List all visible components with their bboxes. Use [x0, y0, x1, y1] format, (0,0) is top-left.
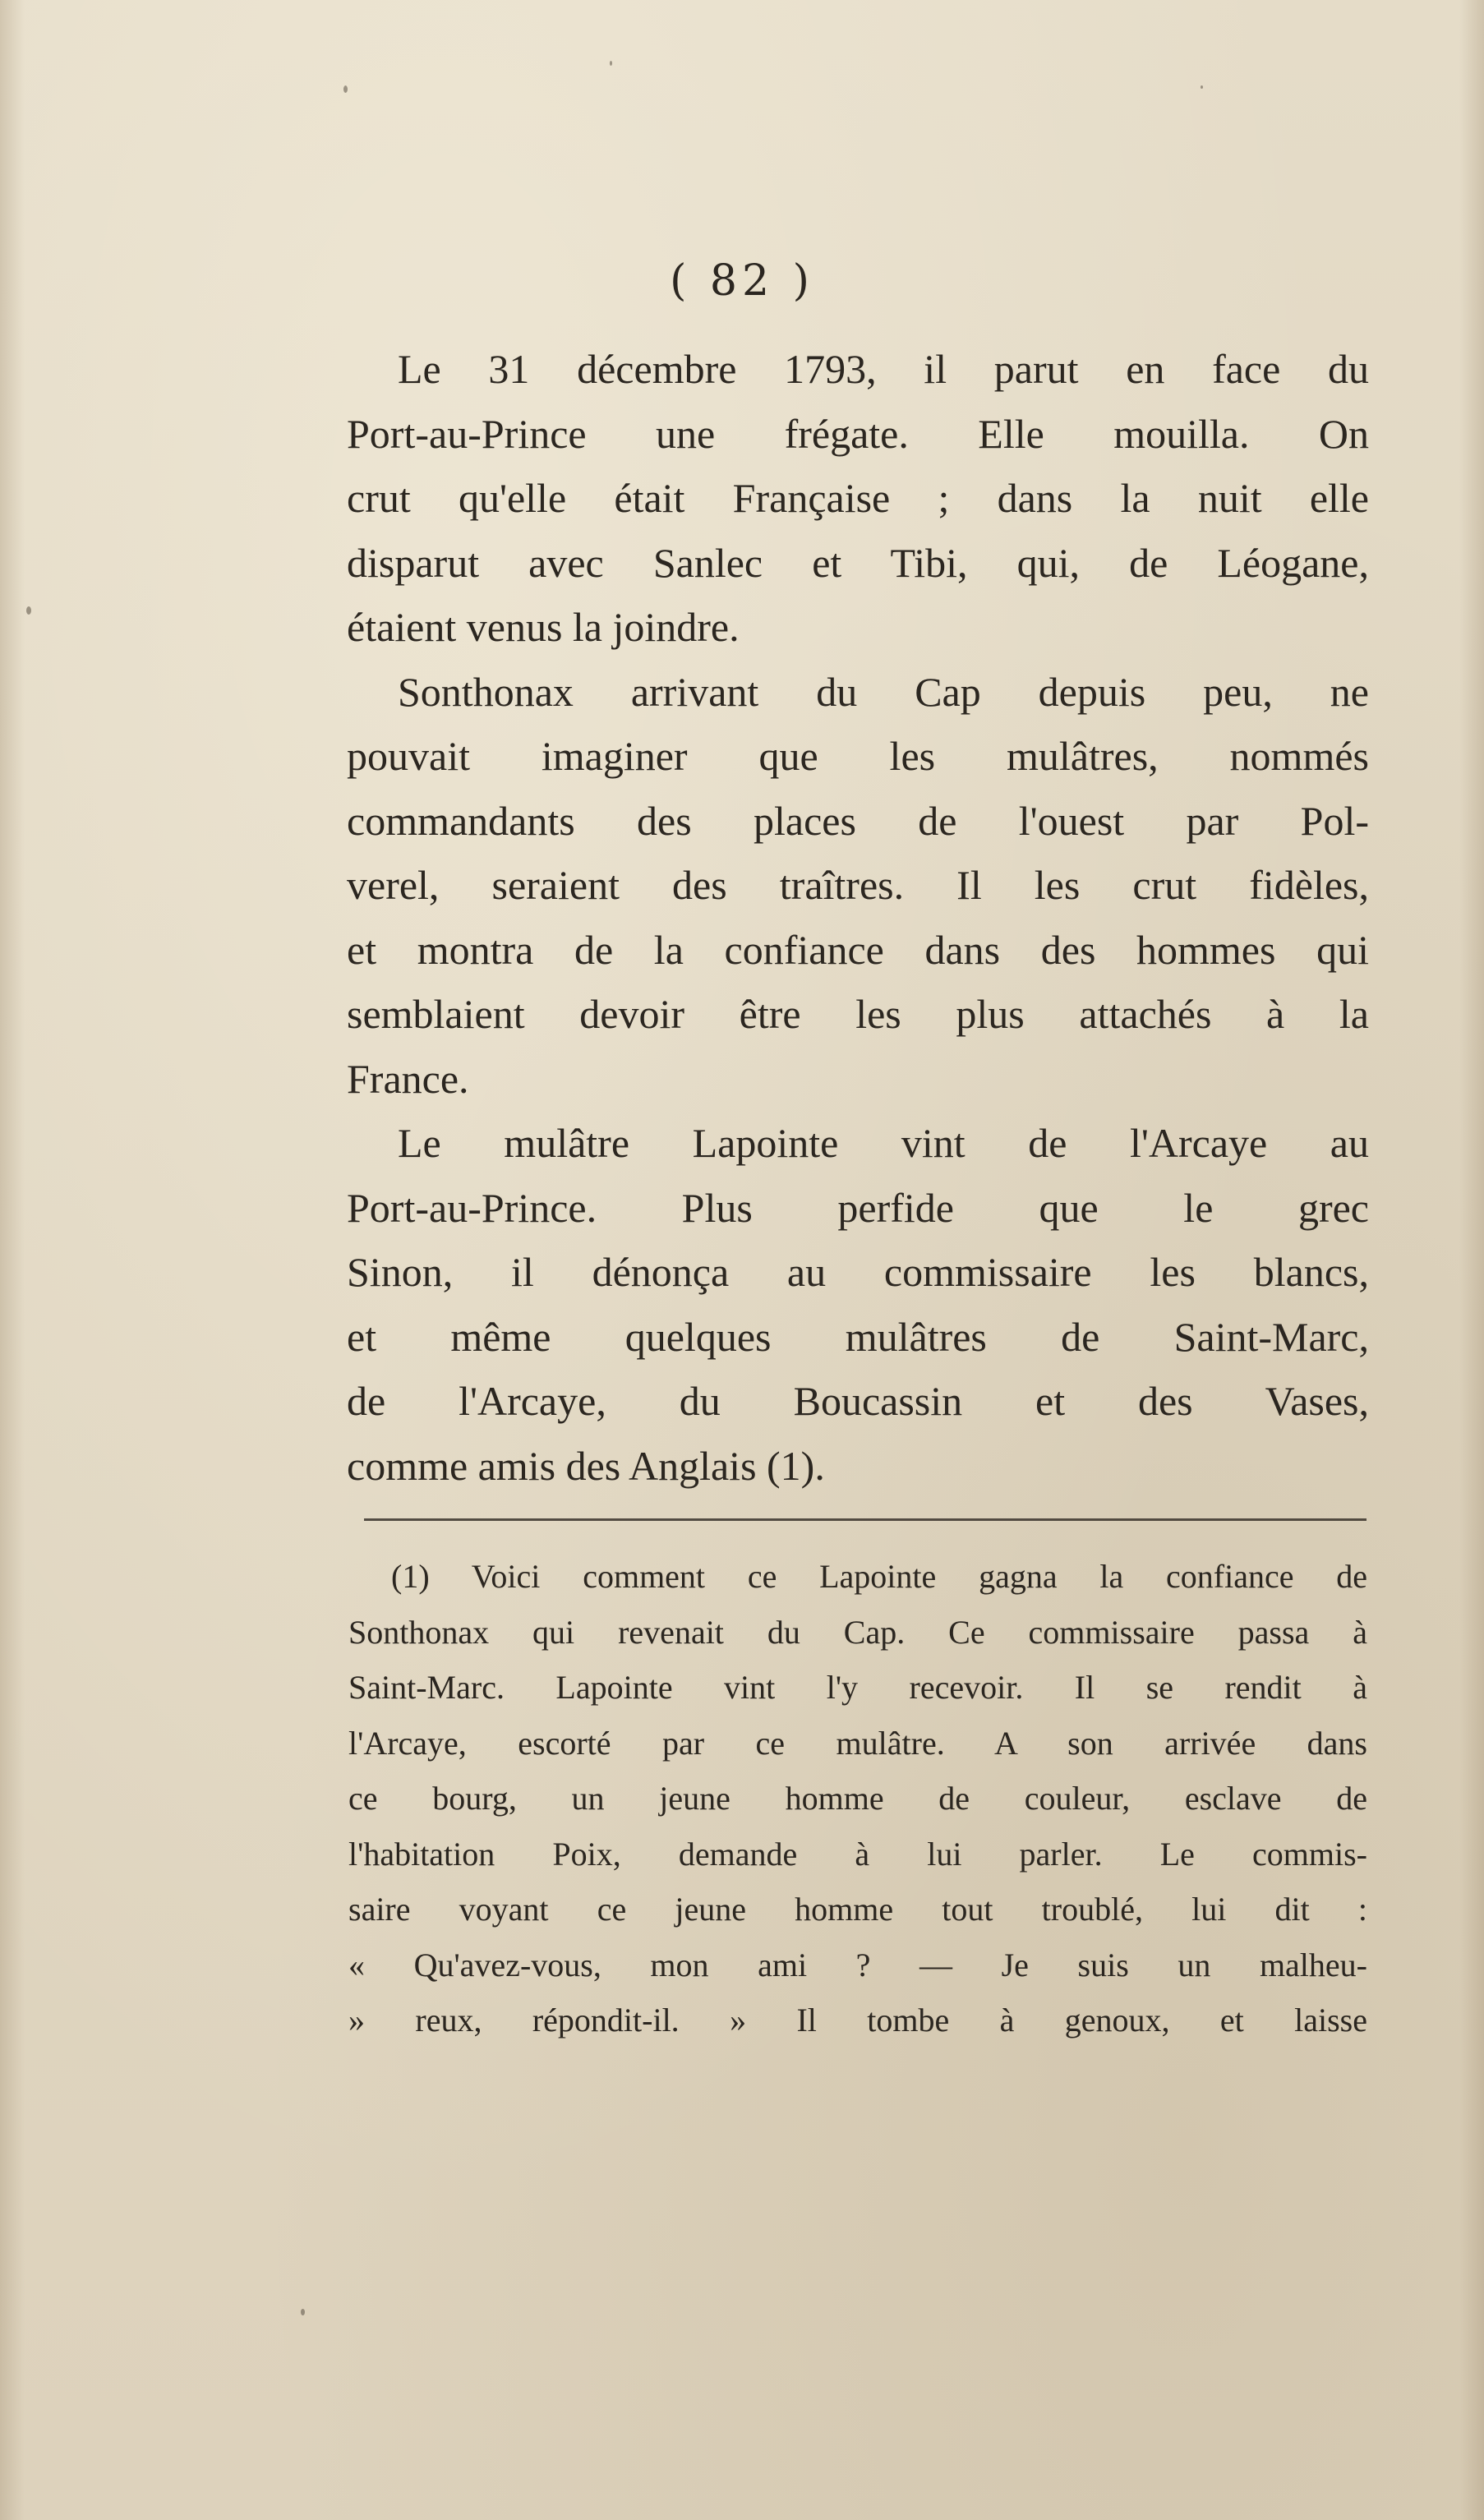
main-text-line: et même quelques mulâtres de Saint-Marc,	[347, 1313, 1369, 1360]
main-text-line: disparut avec Sanlec et Tibi, qui, de Léogane,	[347, 539, 1369, 586]
main-text	[347, 337, 1369, 1498]
main-text-line: Port-au-Prince. Plus perfide que le grec	[347, 1184, 1369, 1231]
main-text-line: Sonthonax arrivant du Cap depuis peu, ne	[398, 668, 1369, 715]
footnote-line: » reux, répondit-il. » Il tombe à genoux, et laisse	[348, 2002, 1367, 2039]
main-text-line: Port-au-Prince une frégate. Elle mouilla. On	[347, 410, 1369, 457]
main-text-line: crut qu'elle était Française ; dans la nuit elle	[347, 475, 1369, 521]
main-text-line: pouvait imaginer que les mulâtres, nommés	[347, 733, 1369, 779]
main-text-line: France.	[347, 1055, 469, 1102]
main-text-line: Sinon, il dénonça au commissaire les blancs,	[347, 1249, 1369, 1295]
paper-speck	[1201, 85, 1203, 89]
footnote-line: ce bourg, un jeune homme de couleur, esclave de	[348, 1780, 1367, 1817]
paper-speck	[26, 606, 31, 615]
main-text-line: verel, seraient des traîtres. Il les crut fidèles,	[347, 862, 1369, 908]
page-number: ( 82 )	[670, 256, 814, 306]
footnote-line: Sonthonax qui revenait du Cap. Ce commissaire passa à	[348, 1613, 1367, 1651]
footnote	[348, 1549, 1367, 2048]
main-text-line: Le mulâtre Lapointe vint de l'Arcaye au	[398, 1120, 1369, 1166]
paper-speck	[343, 85, 348, 93]
main-text-line: Le 31 décembre 1793, il parut en face du	[398, 346, 1369, 392]
main-text-line: semblaient devoir être les plus attachés à la	[347, 991, 1369, 1037]
main-text-line: comme amis des Anglais (1).	[347, 1442, 825, 1489]
footnote-line: « Qu'avez-vous, mon ami ? — Je suis un malheu-	[348, 1946, 1367, 1983]
main-text-line: commandants des places de l'ouest par Pol-	[347, 797, 1369, 844]
footnote-line: Saint-Marc. Lapointe vint l'y recevoir. Il se rendit à	[348, 1669, 1367, 1706]
main-text-line: et montra de la confiance dans des hommes qui	[347, 926, 1369, 973]
footnote-line: l'habitation Poix, demande à lui parler. Le commis-	[348, 1835, 1367, 1873]
main-text-line: étaient venus la joindre.	[347, 604, 740, 650]
footnote-line: (1) Voici comment ce Lapointe gagna la confiance de	[391, 1558, 1367, 1595]
footnote-line: l'Arcaye, escorté par ce mulâtre. A son arrivée dans	[348, 1724, 1367, 1762]
footnote-rule	[364, 1518, 1366, 1521]
main-text-line: de l'Arcaye, du Boucassin et des Vases,	[347, 1378, 1369, 1424]
paper-speck	[301, 2309, 305, 2315]
footnote-line: saire voyant ce jeune homme tout troublé, lui dit :	[348, 1891, 1367, 1928]
page-edge-left	[0, 0, 25, 2520]
paper-speck	[610, 61, 612, 66]
page-edge-right	[1459, 0, 1484, 2520]
